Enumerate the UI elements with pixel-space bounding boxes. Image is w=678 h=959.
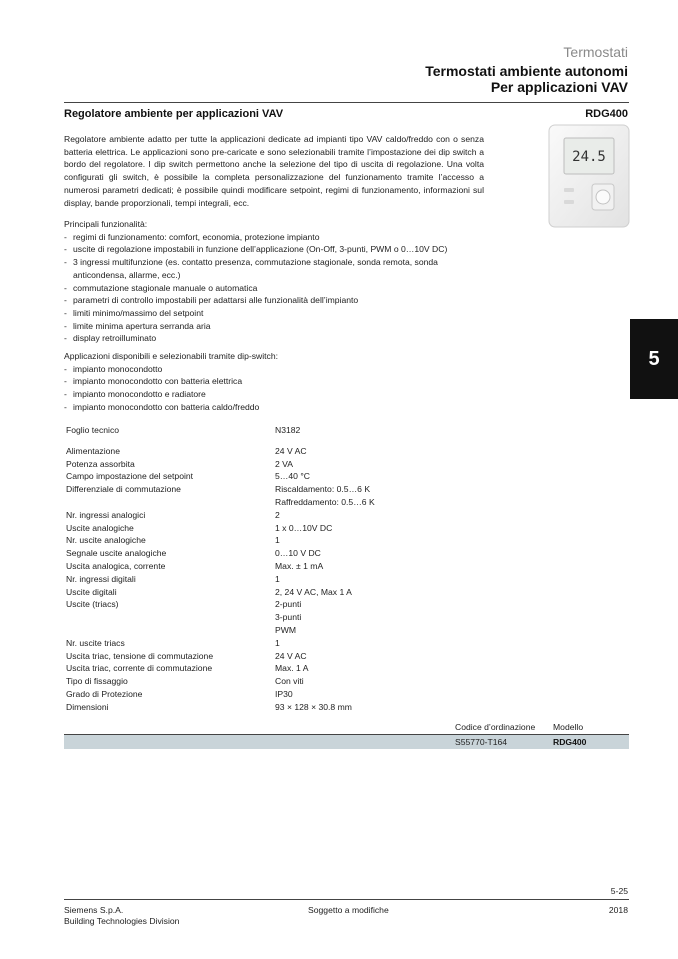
spec-label: Nr. uscite triacs: [66, 637, 125, 648]
header-divider: [64, 102, 629, 103]
spec-value: 3-punti: [275, 612, 302, 623]
spec-value: Max. 1 A: [275, 663, 309, 674]
spec-label: Foglio tecnico: [66, 425, 120, 435]
list-item: - 3 ingressi multifunzione (es. contatto presenza, commutazione stagionale, sonda remota, sonda anticondensa, allarme, ecc.): [64, 256, 484, 281]
page-title-line1: Termostati ambiente autonomi: [425, 63, 628, 79]
spec-value: 2 VA: [275, 458, 293, 469]
list-item: - limite minima apertura serranda aria: [64, 320, 484, 333]
spec-label: Nr. ingressi digitali: [66, 573, 136, 584]
list-item: - limiti minimo/massimo del setpoint: [64, 307, 484, 320]
spec-label: Uscite analogiche: [66, 522, 134, 533]
spec-value: IP30: [275, 688, 293, 699]
spec-value: 0…10 V DC: [275, 548, 321, 559]
spec-value: 1: [275, 637, 280, 648]
spec-value: N3182: [275, 425, 301, 435]
spec-label: Differenziale di commutazione: [66, 484, 181, 495]
applications-block: [64, 350, 484, 414]
spec-value: 93 × 128 × 30.8 mm: [275, 701, 352, 712]
list-item: - uscite di regolazione impostabili in funzione dell’applicazione (On-Off, 3-punti, PWM o 0…10V DC): [64, 243, 484, 256]
spec-value: Max. ± 1 mA: [275, 560, 324, 571]
order-model: RDG400: [553, 737, 587, 747]
intro-paragraph: Regolatore ambiente adatto per tutte la applicazioni dedicate ad impianti tipo VAV caldo/freddo con o senza batteria elettrica. Le applicazioni sono pre-caricate e sono selezionabili tramite l’impostazione dei dip switch a bordo del regolatore. I dip switch permettono anche la selezione del tipo di uscita di regolazione. Una volta configurati gli switch, è possibile la completa personalizzazione del funzionamento tramite l’accesso a numerosi parametri dedicati; è possibile quindi modificare setpoint, regimi di funzionamento, informazioni sul display, bande proporzionali, tempi integrali, ecc.: [64, 134, 484, 208]
features-heading: Principali funzionalità:: [64, 219, 148, 229]
spec-value: 2, 24 V AC, Max 1 A: [275, 586, 352, 597]
spec-label: Segnale uscite analogiche: [66, 548, 167, 559]
category-title: Termostati: [563, 44, 628, 60]
applications-heading: Applicazioni disponibili e selezionabili tramite dip-switch:: [64, 351, 278, 361]
features-list: [64, 231, 484, 345]
spec-label: Grado di Protezione: [66, 688, 143, 699]
chapter-tab: 5: [630, 319, 678, 399]
list-item: - impianto monocondotto e radiatore: [64, 388, 484, 401]
page-number: 5-25: [610, 886, 628, 896]
list-item: - regimi di funzionamento: comfort, economia, protezione impianto: [64, 231, 484, 244]
list-item: - impianto monocondotto con batteria caldo/freddo: [64, 401, 484, 414]
display-readout: 24.5: [572, 149, 606, 165]
list-item: - display retroilluminato: [64, 332, 484, 345]
page-title-line2: Per applicazioni VAV: [490, 79, 628, 95]
spec-label: Dimensioni: [66, 701, 109, 712]
footer-company: Siemens S.p.A.: [64, 905, 124, 915]
spec-label: Tipo di fissaggio: [66, 676, 128, 687]
spec-label: Campo impostazione del setpoint: [66, 471, 194, 482]
spec-value: 24 V AC: [275, 650, 307, 661]
list-item: - impianto monocondotto: [64, 363, 484, 376]
spec-value: 1: [275, 535, 280, 546]
spec-label: Uscite (triacs): [66, 599, 119, 610]
list-item: - impianto monocondotto con batteria elettrica: [64, 375, 484, 388]
spec-value: Raffreddamento: 0.5…6 K: [275, 496, 375, 507]
features-block: [64, 218, 484, 345]
order-row: [64, 735, 629, 749]
spec-value: Con viti: [275, 676, 304, 687]
list-item: - commutazione stagionale manuale o automatica: [64, 282, 484, 295]
spec-label: Nr. ingressi analogici: [66, 509, 146, 520]
spec-value: 24 V AC: [275, 445, 307, 456]
footer-divider: [64, 899, 629, 900]
spec-value: 2: [275, 509, 280, 520]
section-model: RDG400: [585, 108, 628, 120]
order-code: S55770-T164: [455, 737, 508, 747]
order-model-header: Modello: [553, 722, 584, 732]
spec-label: Uscita analogica, corrente: [66, 560, 166, 571]
list-item: - parametri di controllo impostabili per adattarsi alle funzionalità dell’impianto: [64, 294, 484, 307]
spec-value: 1 x 0…10V DC: [275, 522, 333, 533]
spec-label: Uscita triac, tensione di commutazione: [66, 650, 214, 661]
spec-value: PWM: [275, 624, 297, 635]
section-title: Regolatore ambiente per applicazioni VAV: [64, 108, 284, 120]
spec-value: 5…40 °C: [275, 471, 310, 482]
applications-list: [64, 363, 484, 414]
footer-year: 2018: [608, 905, 628, 915]
order-code-header: Codice d’ordinazione: [455, 722, 536, 732]
spec-label: Nr. uscite analogiche: [66, 535, 146, 546]
spec-label: Alimentazione: [66, 445, 120, 456]
spec-label: Uscite digitali: [66, 586, 117, 597]
spec-label: Uscita triac, corrente di commutazione: [66, 663, 213, 674]
thermostat-device-image: [548, 124, 630, 228]
spec-value: 2-punti: [275, 599, 302, 610]
footer-note: Soggetto a modifiche: [308, 905, 389, 915]
spec-value: Riscaldamento: 0.5…6 K: [275, 484, 371, 495]
footer-division: Building Technologies Division: [64, 916, 180, 926]
spec-value: 1: [275, 573, 280, 584]
spec-label: Potenza assorbita: [66, 458, 135, 469]
